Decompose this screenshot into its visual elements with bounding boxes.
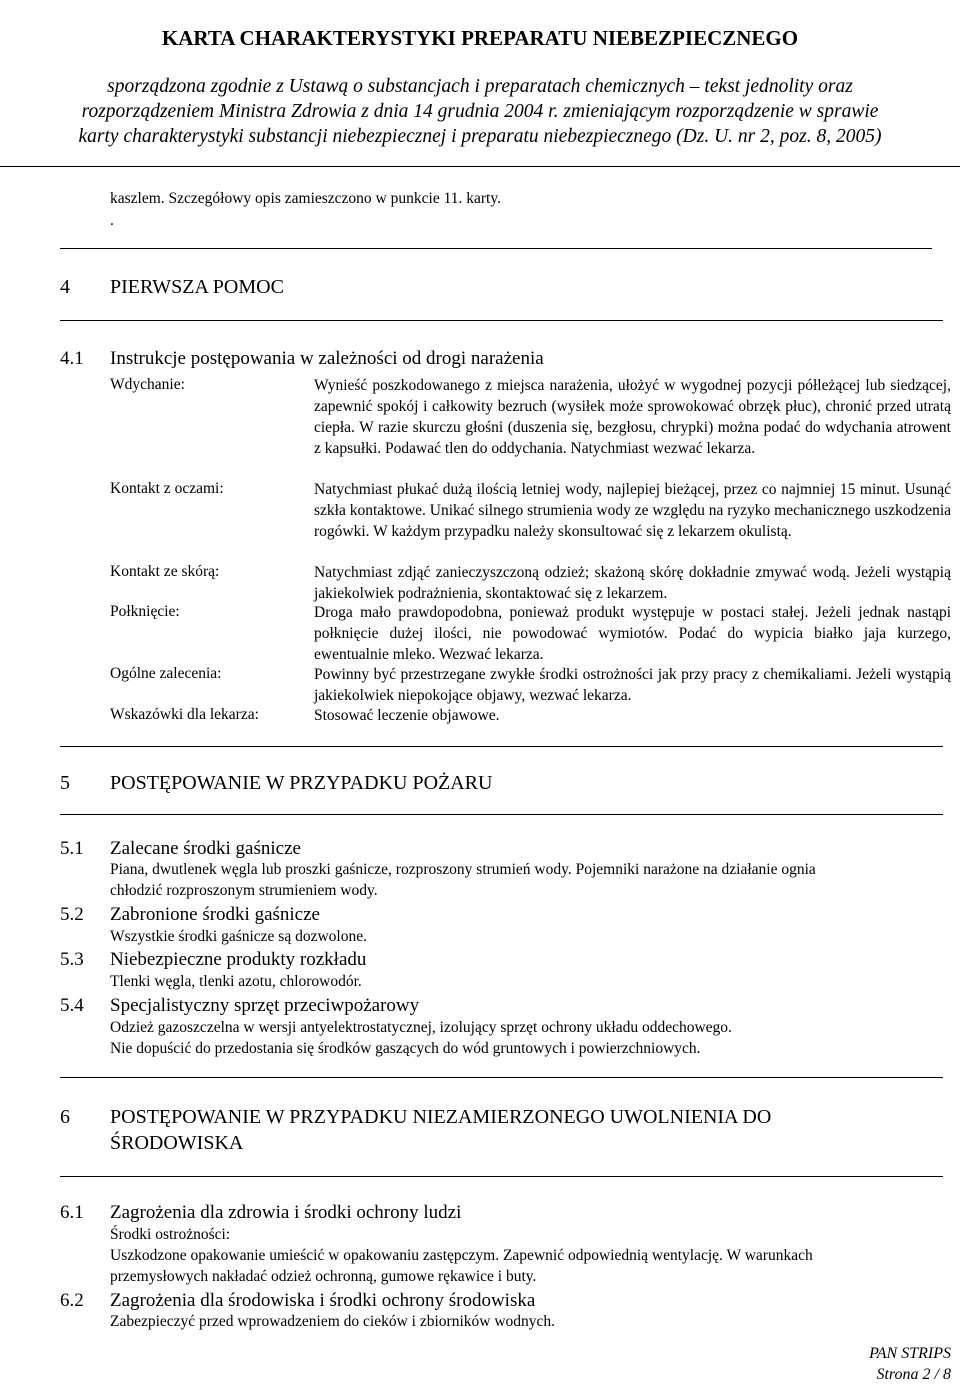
- subsection-text-line: przemysłowych nakładać odzież ochronną, gumowe rękawice i buty.: [110, 1268, 537, 1285]
- subsection-text-line: Tlenki węgla, tlenki azotu, chlorowodór.: [110, 973, 362, 990]
- section-number: 4: [60, 276, 70, 298]
- divider: [60, 746, 943, 747]
- item-label-general: Ogólne zalecenia:: [110, 665, 222, 682]
- continuation-text: kaszlem. Szczegółowy opis zamieszczono w punkcie 11. karty.: [110, 190, 501, 207]
- subsection-number: 6.2: [60, 1290, 84, 1311]
- footer-page-number: Strona 2 / 8: [876, 1366, 951, 1383]
- header-divider: [0, 166, 960, 167]
- subsection-text-line: chłodzić rozproszonym strumieniem wody.: [110, 882, 378, 899]
- item-label-skin: Kontakt ze skórą:: [110, 563, 220, 580]
- subsection-text-line: Środki ostrożności:: [110, 1226, 231, 1243]
- subsection-title: Instrukcje postępowania w zależności od drogi narażenia: [110, 348, 544, 369]
- subsection-number: 5.4: [60, 995, 84, 1016]
- section-title-line-2: ŚRODOWISKA: [110, 1132, 244, 1154]
- footer-product: PAN STRIPS: [869, 1345, 951, 1362]
- item-text-ingestion: Droga mało prawdopodobna, ponieważ produkt występuje w postaci stałej. Jeżeli jednak nastąpi połknięcie dużej ilości, nie powodować wymiotów. Podać do wypicia białko jaja kurzego, ewentualnie mleko. Wezwać lekarza.: [314, 604, 951, 663]
- subsection-title: Zalecane środki gaśnicze: [110, 838, 301, 859]
- subsection-number: 5.2: [60, 904, 84, 925]
- subsection-text-line: Uszkodzone opakowanie umieścić w opakowaniu zastępczym. Zapewnić odpowiednią wentylację. W warunkach: [110, 1247, 813, 1264]
- item-text-inhalation: Wynieść poszkodowanego z miejsca narażenia, ułożyć w wygodnej pozycji półleżącej lub siedzącej, zapewnić spokój i całkowity bezruch (wysiłek może sprowokować obrzęk płuc), chronić przed utratą ciepła. W razie skurczu głośni (duszenia się, bezgłosu, chrypki) można podać do wdychania atrowent z kapsułki. Podawać tlen do oddychania. Natychmiast wezwać lekarza.: [314, 377, 951, 457]
- section-number: 6: [60, 1106, 70, 1128]
- item-label-inhalation: Wdychanie:: [110, 376, 185, 393]
- item-text-eyes: Natychmiast płukać dużą ilością letniej wody, najlepiej bieżącej, przez co najmniej 15 minut. Usunąć szkła kontaktowe. Unikać silnego strumienia wody ze względu na ryzyko mechanicznego uszkodzenia rogówki. W każdym przypadku należy skonsultować się z lekarzem okulistą.: [314, 481, 952, 540]
- subsection-number: 6.1: [60, 1202, 84, 1223]
- item-label-eyes: Kontakt z oczami:: [110, 480, 224, 497]
- section-title: POSTĘPOWANIE W PRZYPADKU POŻARU: [110, 772, 493, 794]
- subtitle-line-1: sporządzona zgodnie z Ustawą o substancjach i preparatach chemicznych – tekst jednolity oraz: [107, 76, 853, 97]
- item-text-skin: Natychmiast zdjąć zanieczyszczoną odzież; skażoną skórę dokładnie zmywać wodą. Jeżeli wystąpią jakiekolwiek podrażnienia, skontaktować się z lekarzem.: [314, 564, 951, 602]
- subsection-text-line: Piana, dwutlenek węgla lub proszki gaśnicze, rozproszony strumień wody. Pojemniki narażone na działanie ognia: [110, 861, 816, 878]
- divider: [60, 320, 943, 321]
- section-title: PIERWSZA POMOC: [110, 276, 284, 298]
- subsection-number: 5.1: [60, 838, 84, 859]
- item-text-doctor: Stosować leczenie objawowe.: [314, 707, 500, 724]
- subtitle-line-2: rozporządzeniem Ministra Zdrowia z dnia 14 grudnia 2004 r. zmieniającym rozporządzenie w sprawie: [81, 101, 879, 122]
- subsection-title: Zagrożenia dla zdrowia i środki ochrony ludzi: [110, 1202, 462, 1223]
- subsection-title: Zagrożenia dla środowiska i środki ochrony środowiska: [110, 1290, 536, 1311]
- document-title: KARTA CHARAKTERYSTYKI PREPARATU NIEBEZPIECZNEGO: [161, 26, 799, 50]
- subsection-title: Specjalistyczny sprzęt przeciwpożarowy: [110, 995, 420, 1016]
- divider: [60, 1176, 943, 1177]
- subsection-title: Zabronione środki gaśnicze: [110, 904, 320, 925]
- item-label-doctor: Wskazówki dla lekarza:: [110, 706, 259, 723]
- divider: [60, 814, 943, 815]
- subsection-text-line: Zabezpieczyć przed wprowadzeniem do cieków i zbiorników wodnych.: [110, 1313, 556, 1330]
- item-text-general: Powinny być przestrzegane zwykłe środki ostrożności jak przy pracy z chemikaliami. Jeżeli wystąpią jakiekolwiek niepokojące objawy, wezwać lekarza.: [314, 666, 951, 704]
- section-number: 5: [60, 772, 70, 794]
- item-label-ingestion: Połknięcie:: [110, 603, 180, 620]
- subsection-title: Niebezpieczne produkty rozkładu: [110, 949, 367, 970]
- divider: [60, 1077, 943, 1078]
- subsection-number: 5.3: [60, 949, 84, 970]
- section-title-line-1: POSTĘPOWANIE W PRZYPADKU NIEZAMIERZONEGO UWOLNIENIA DO: [110, 1106, 772, 1128]
- subsection-text-line: Odzież gazoszczelna w wersji antyelektrostatycznej, izolujący sprzęt ochrony układu oddechowego.: [110, 1019, 732, 1036]
- divider: [60, 248, 932, 249]
- subsection-text-line: Nie dopuścić do przedostania się środków gaszących do wód gruntowych i powierzchniowych.: [110, 1040, 701, 1057]
- subsection-text-line: Wszystkie środki gaśnicze są dozwolone.: [110, 928, 367, 945]
- subsection-number: 4.1: [60, 348, 84, 369]
- continuation-dot: .: [110, 212, 114, 229]
- subtitle-line-3: karty charakterystyki substancji niebezpiecznej i preparatu niebezpiecznego (Dz. U. nr 2, poz. 8, 2005): [78, 126, 882, 147]
